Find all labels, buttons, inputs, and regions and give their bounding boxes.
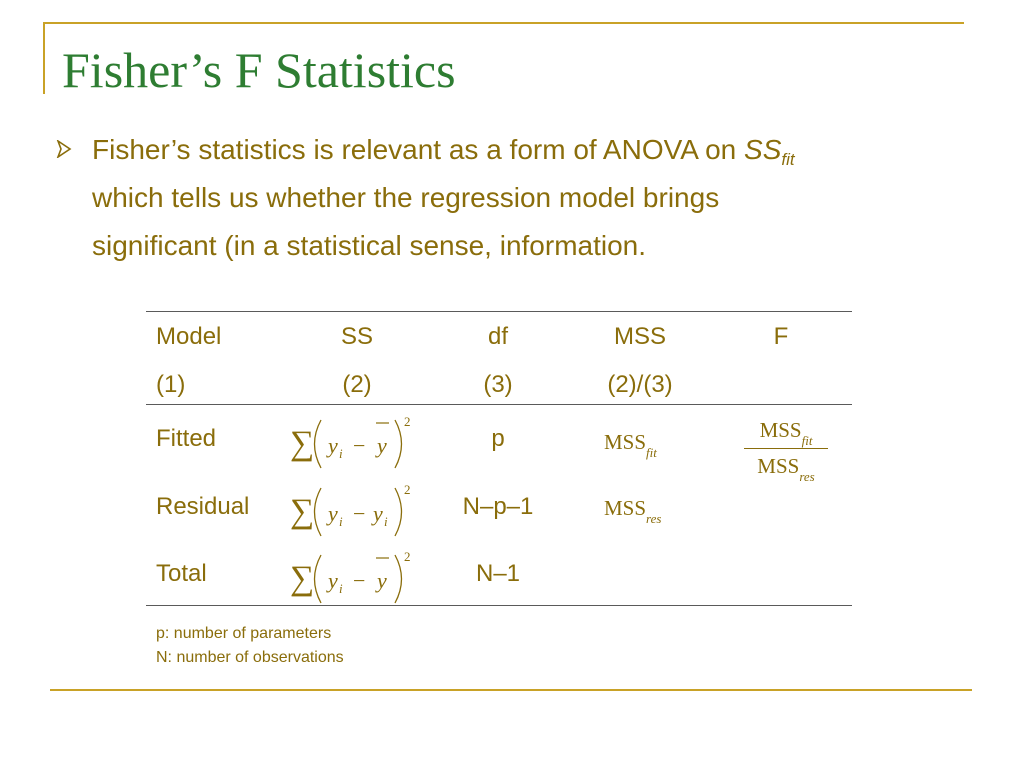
bullet-line-1: Fisher’s statistics is relevant as a form of ANOVA on [92,134,745,165]
header-model: Model [156,323,222,350]
table-header-rule [146,404,852,405]
row-total-df: N–1 [475,560,521,587]
svg-text:i: i [339,446,343,461]
table-bottom-rule [146,605,852,606]
subheader-mss: (2)/(3) [607,371,673,398]
header-f: F [773,323,789,350]
svg-text:y: y [373,501,383,526]
bullet-line-2: which tells us whether the regression model brings [92,182,720,213]
row-fitted-mss: $MSS_{fit}$ [604,430,657,460]
f-ratio-fraction [744,418,828,484]
fraction-bar [744,448,828,449]
svg-text:i: i [384,514,388,529]
row-fitted-model: Fitted [156,425,217,452]
arrow-bullet-icon [56,140,72,158]
frame-bottom-line [50,689,972,691]
note-parameters: p: number of parameters [156,625,332,642]
residual-ss-formula [288,476,424,540]
total-ss-formula [288,543,424,607]
svg-text:y: y [377,568,387,593]
svg-text:i: i [339,514,343,529]
svg-text:2: 2 [404,482,411,497]
f-denominator: $MSS_{res}$ [757,454,815,484]
sigma-symbol: ∑ [290,425,315,462]
subheader-ss: (2) [342,371,372,398]
svg-text:−: − [353,568,366,593]
sigma-symbol: ∑ [290,560,315,597]
note-observations: N: number of observations [156,649,344,666]
svg-text:y: y [328,501,338,526]
frame-left-line [43,22,45,94]
table-top-rule [146,311,852,312]
bullet-line-3: significant (in a statistical sense, information. [92,230,647,261]
bullet-paragraph [92,126,972,270]
row-residual-mss: $MSS_{res}$ [604,496,662,526]
svg-text:−: − [353,433,366,458]
header-mss: MSS [613,323,667,350]
svg-text:y: y [328,568,338,593]
row-fitted-df: p [491,425,505,452]
subheader-model: (1) [156,371,186,398]
svg-text:2: 2 [404,549,411,564]
svg-text:i: i [339,581,343,596]
sigma-symbol: ∑ [290,493,315,530]
svg-text:−: − [353,501,366,526]
header-ss: SS [340,323,374,350]
ss-subscript: fit [781,150,795,169]
row-residual-df: N–p–1 [462,493,534,520]
ss-symbol: SS [744,134,782,165]
header-df: df [487,323,509,350]
svg-text:y: y [328,433,338,458]
svg-text:y: y [377,433,387,458]
f-numerator: $MSS_{fit}$ [759,418,813,448]
slide-title: Fisher’s F Statistics [62,42,456,98]
frame-top-line [43,22,964,24]
row-residual-model: Residual [156,493,250,520]
svg-text:2: 2 [404,414,411,429]
subheader-df: (3) [483,371,513,398]
fitted-ss-formula [288,408,424,472]
row-total-model: Total [156,560,207,587]
